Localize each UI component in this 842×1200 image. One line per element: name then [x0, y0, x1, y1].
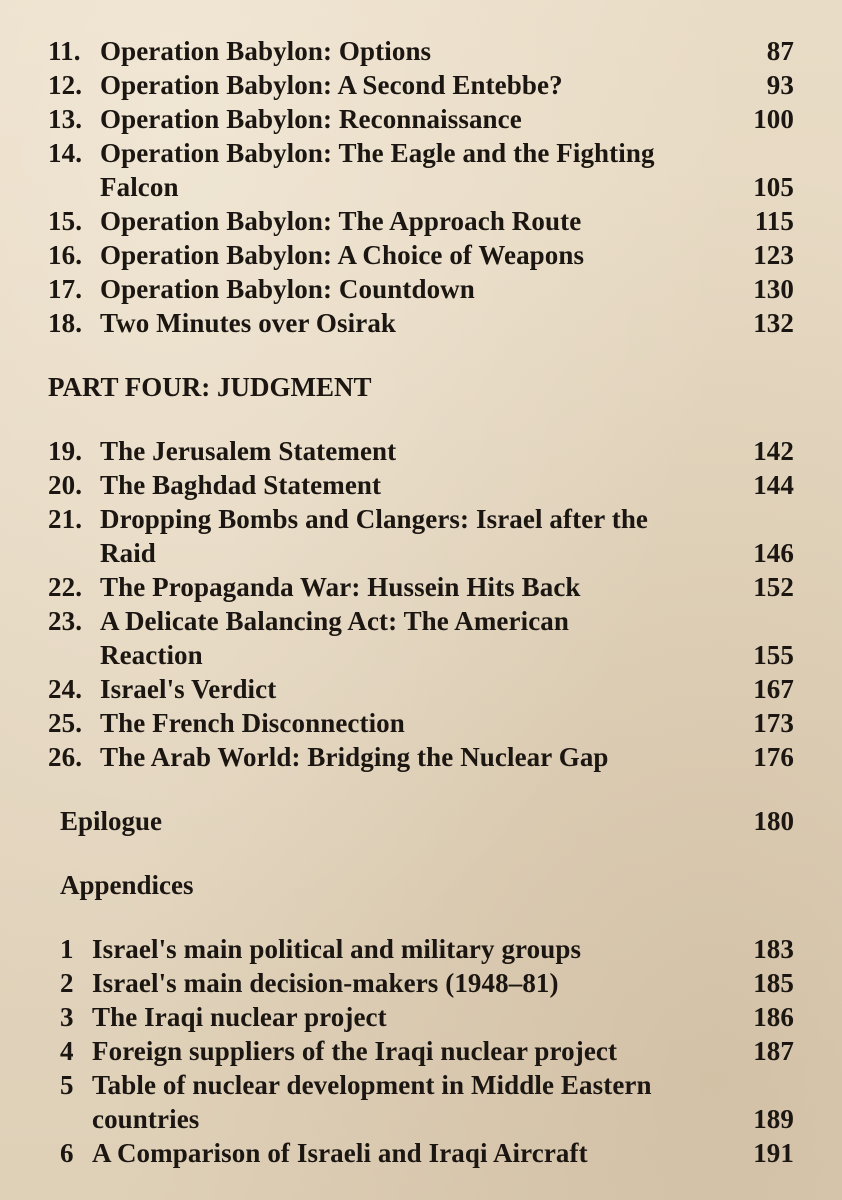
- appendix-number: 2: [60, 968, 74, 998]
- appendix-entry: [48, 1136, 800, 1170]
- toc-entry: [48, 604, 800, 672]
- page-number: 176: [753, 742, 794, 772]
- chapter-number: 26.: [48, 742, 83, 772]
- chapter-number: 11.: [48, 36, 81, 66]
- chapter-title: [100, 502, 716, 570]
- page-number: 100: [753, 104, 794, 134]
- chapter-title: Two Minutes over Osirak: [100, 308, 397, 338]
- toc-entry: [48, 102, 800, 136]
- chapter-number: 22.: [48, 572, 83, 602]
- page-number: 115: [754, 206, 794, 236]
- section-gap: [48, 340, 800, 370]
- section-gap: [48, 404, 800, 434]
- chapter-title-line-2: Raid: [100, 538, 156, 568]
- page-number: 93: [766, 70, 794, 100]
- page-number: 185: [753, 968, 794, 998]
- page-number: 191: [753, 1138, 794, 1168]
- chapter-title: The Baghdad Statement: [100, 470, 382, 500]
- toc-entry: [48, 468, 800, 502]
- toc-entry: [48, 570, 800, 604]
- toc-entry: [48, 238, 800, 272]
- epilogue-entry: [48, 804, 800, 838]
- appendix-title: [92, 1068, 732, 1136]
- chapter-title: Israel's Verdict: [100, 674, 277, 704]
- chapter-number: 14.: [48, 138, 83, 168]
- chapter-title: [100, 136, 716, 204]
- chapter-title: Operation Babylon: A Choice of Weapons: [100, 240, 585, 270]
- chapter-number: 16.: [48, 240, 83, 270]
- toc-entry: [48, 740, 800, 774]
- chapter-title-line-1: Dropping Bombs and Clangers: Israel after the: [100, 504, 649, 534]
- page-number: 142: [753, 436, 794, 466]
- table-of-contents: [48, 34, 800, 1168]
- page-number: 167: [753, 674, 794, 704]
- chapter-title: [100, 604, 716, 672]
- chapter-title-line-2: Falcon: [100, 172, 179, 202]
- appendix-number: 1: [60, 934, 74, 964]
- appendix-title: The Iraqi nuclear project: [92, 1002, 387, 1032]
- chapter-number: 15.: [48, 206, 83, 236]
- toc-entry: [48, 68, 800, 102]
- page-number: 123: [753, 240, 794, 270]
- page-number: 144: [753, 470, 794, 500]
- chapter-number: 20.: [48, 470, 83, 500]
- toc-entry: [48, 672, 800, 706]
- page-number: 186: [753, 1002, 794, 1032]
- page-number: 87: [766, 36, 794, 66]
- chapter-number: 12.: [48, 70, 83, 100]
- part-heading: PART FOUR: JUDGMENT: [48, 372, 372, 402]
- appendix-number: 3: [60, 1002, 74, 1032]
- chapter-number: 24.: [48, 674, 83, 704]
- chapter-title: Operation Babylon: A Second Entebbe?: [100, 70, 563, 100]
- appendix-entry: [48, 932, 800, 966]
- chapter-title: The Arab World: Bridging the Nuclear Gap: [100, 742, 609, 772]
- page-number: 189: [753, 1104, 794, 1134]
- chapter-title: The French Disconnection: [100, 708, 405, 738]
- chapter-title: The Jerusalem Statement: [100, 436, 397, 466]
- appendix-title: A Comparison of Israeli and Iraqi Aircraft: [92, 1138, 588, 1168]
- chapter-title-line-1: A Delicate Balancing Act: The American: [100, 606, 569, 636]
- appendix-number: 4: [60, 1036, 74, 1066]
- section-gap: [48, 902, 800, 932]
- chapter-title: Operation Babylon: The Approach Route: [100, 206, 582, 236]
- appendix-title: Foreign suppliers of the Iraqi nuclear project: [92, 1036, 618, 1066]
- toc-entry: [48, 706, 800, 740]
- appendix-entry: [48, 1034, 800, 1068]
- appendix-title: Israel's main political and military groups: [92, 934, 582, 964]
- section-gap: [48, 838, 800, 868]
- toc-entry: [48, 306, 800, 340]
- chapter-title: Operation Babylon: Countdown: [100, 274, 475, 304]
- page-number: 173: [753, 708, 794, 738]
- page-number: 132: [753, 308, 794, 338]
- appendix-title-line-2: countries: [92, 1104, 200, 1134]
- chapter-number: 19.: [48, 436, 83, 466]
- page-number: 155: [753, 640, 794, 670]
- chapter-number: 13.: [48, 104, 83, 134]
- chapter-number: 23.: [48, 606, 83, 636]
- appendix-entry: [48, 966, 800, 1000]
- chapter-title-line-2: Reaction: [100, 640, 203, 670]
- epilogue-title: Epilogue: [60, 806, 163, 836]
- page-number: 152: [753, 572, 794, 602]
- page-number: 187: [753, 1036, 794, 1066]
- page-number: 105: [753, 172, 794, 202]
- appendix-number: 5: [60, 1070, 74, 1100]
- chapter-number: 21.: [48, 504, 83, 534]
- page-number: 146: [753, 538, 794, 568]
- chapter-number: 17.: [48, 274, 83, 304]
- toc-entry: [48, 502, 800, 570]
- chapter-number: 18.: [48, 308, 83, 338]
- appendix-title-line-1: Table of nuclear development in Middle Eastern: [92, 1070, 652, 1100]
- toc-entry: [48, 204, 800, 238]
- chapter-title: Operation Babylon: Options: [100, 36, 432, 66]
- appendix-entry: [48, 1000, 800, 1034]
- appendices-heading: Appendices: [60, 870, 194, 900]
- appendix-title: Israel's main decision-makers (1948–81): [92, 968, 559, 998]
- toc-entry: [48, 272, 800, 306]
- chapter-number: 25.: [48, 708, 83, 738]
- section-gap: [48, 774, 800, 804]
- chapter-title-line-1: Operation Babylon: The Eagle and the Fighting: [100, 138, 655, 168]
- toc-entry: [48, 434, 800, 468]
- page-number: 180: [753, 806, 794, 836]
- chapter-title: Operation Babylon: Reconnaissance: [100, 104, 522, 134]
- page-number: 130: [753, 274, 794, 304]
- toc-entry: [48, 34, 800, 68]
- appendix-number: 6: [60, 1138, 74, 1168]
- chapter-title: The Propaganda War: Hussein Hits Back: [100, 572, 581, 602]
- appendix-entry: [48, 1068, 800, 1136]
- toc-entry: [48, 136, 800, 204]
- page-number: 183: [753, 934, 794, 964]
